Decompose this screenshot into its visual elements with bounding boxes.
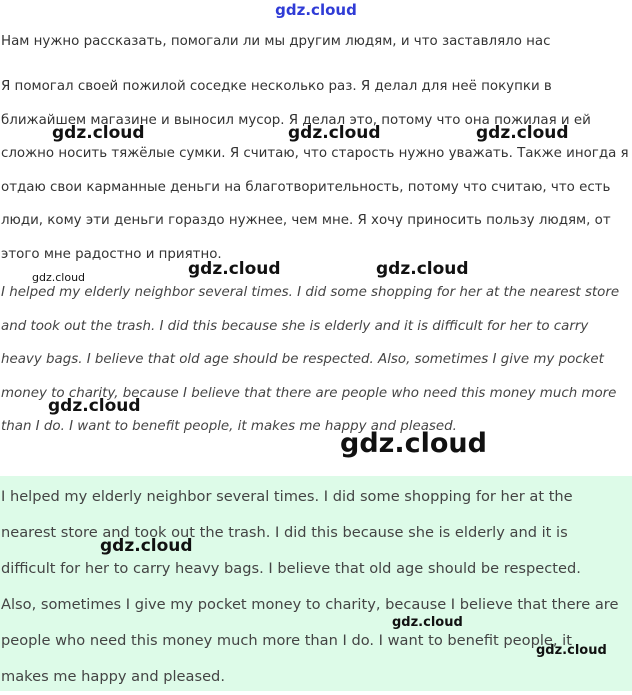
watermark: gdz.cloud <box>52 123 145 143</box>
watermark: gdz.cloud <box>188 259 281 279</box>
watermark: gdz.cloud <box>340 428 487 459</box>
watermark: gdz.cloud <box>32 271 86 284</box>
russian-paragraph: Я помогал своей пожилой соседке несколько раз. Я делал для неё покупки в ближайшем магазине и выносил мусор. Я делал это, потому что она пожилая и ей сложно носить тяжёлые сумки. Я считаю, что старость нужно уважать. Также иногда я отдаю свои карманные деньги на благотворительность, потому что считаю, что есть люди, кому эти деньги гораздо нужнее, чем мне. Я хочу приносить пользу людям, от этого мне радостно и приятно. <box>1 79 629 262</box>
task-statement: Нам нужно рассказать, помогали ли мы другим людям, и что заставляло нас <box>1 34 551 49</box>
watermark: gdz.cloud <box>536 643 607 658</box>
site-logo: gdz.cloud <box>275 1 357 19</box>
watermark: gdz.cloud <box>288 123 381 143</box>
watermark: gdz.cloud <box>48 396 141 416</box>
watermark: gdz.cloud <box>376 259 469 279</box>
english-translation-italic: I helped my elderly neighbor several times. I did some shopping for her at the nearest store and took out the trash. I did this because she is elderly and it is difficult for her to carry heavy bags. I believe that old age should be respected. Also, sometimes I give my pocket money to charity, because I believe that there are people who need this money much more than I do. I want to benefit people, it makes me happy and pleased. <box>1 285 620 434</box>
watermark: gdz.cloud <box>100 536 193 556</box>
english-answer-paragraph: I helped my elderly neighbor several times. I did some shopping for her at the nearest store and took out the trash. I did this because she is elderly and it is difficult for her to carry heavy bags. I believe that old age should be respected. Also, sometimes I give my pocket money to charity, because I believe that there are people who need this money much more than I do. I want to benefit people, it makes me happy and pleased. <box>1 488 619 685</box>
watermark: gdz.cloud <box>392 615 463 630</box>
watermark: gdz.cloud <box>476 123 569 143</box>
